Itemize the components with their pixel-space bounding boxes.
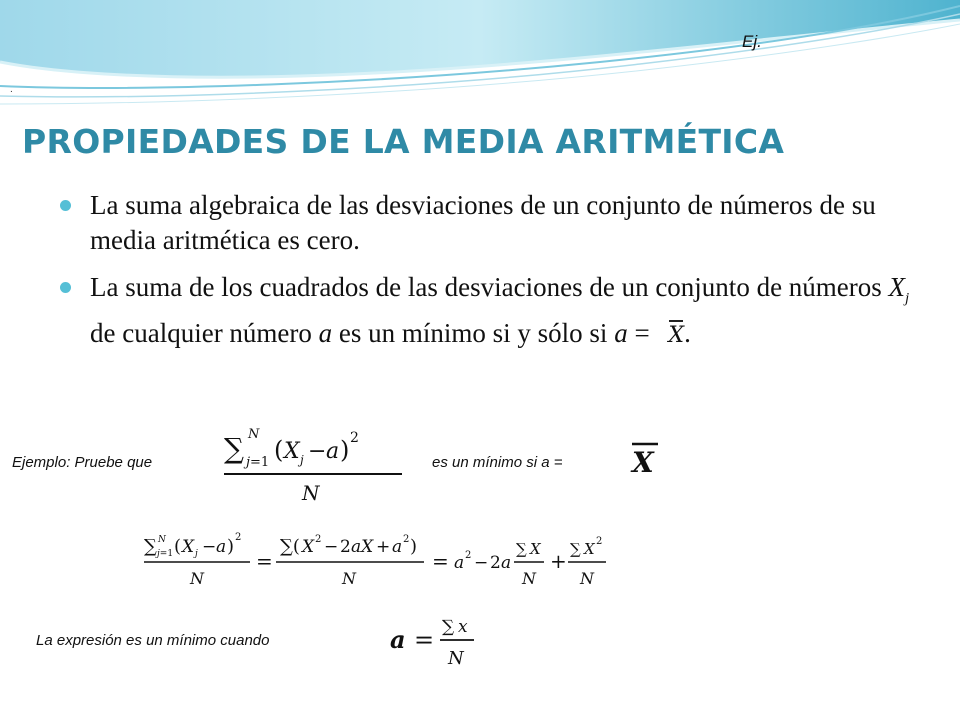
header-wave-decoration — [0, 0, 960, 110]
bullet-list — [60, 188, 910, 365]
svg-text:2: 2 — [596, 536, 603, 547]
bullet-text: = — [627, 318, 657, 349]
svg-text:∑: ∑ — [442, 617, 455, 637]
svg-text:): ) — [340, 436, 350, 464]
svg-text:N: N — [522, 569, 536, 588]
bullet-item — [60, 270, 910, 353]
conclusion-text: La expresión es un mínimo cuando — [36, 632, 270, 649]
math-variable-a: a — [318, 318, 333, 349]
svg-text:a: a — [326, 439, 340, 464]
svg-text:+: + — [550, 549, 567, 573]
svg-text:N: N — [190, 569, 204, 588]
svg-text:∑: ∑ — [144, 536, 157, 557]
svg-text:2: 2 — [315, 534, 322, 545]
svg-text:=: = — [256, 549, 273, 573]
svg-text:2: 2 — [235, 532, 242, 543]
svg-text:a: a — [454, 553, 465, 573]
svg-text:−: − — [202, 537, 217, 557]
svg-text:=: = — [432, 549, 449, 573]
svg-text:aX: aX — [351, 537, 374, 557]
x-bar-icon — [628, 440, 664, 476]
bullet-text: La suma algebraica de las desviaciones de un conjunto de números de su media aritmética es cero. — [90, 190, 876, 255]
svg-text:a: a — [501, 553, 512, 573]
sum-squared-deviations-formula — [222, 424, 412, 510]
svg-text:∑(: ∑( — [280, 536, 300, 557]
svg-text:(: ( — [274, 436, 284, 464]
svg-text:a: a — [390, 625, 406, 654]
bullet-dot-icon — [60, 282, 71, 293]
svg-text:j: j — [300, 453, 304, 467]
svg-text:2: 2 — [350, 430, 359, 446]
bullet-text: La suma de los cuadrados de las desviaciones de un conjunto de números — [90, 272, 889, 302]
svg-text:X: X — [584, 540, 595, 558]
svg-text:∑: ∑ — [224, 432, 244, 465]
example-suffix: es un mínimo si a = — [432, 454, 563, 471]
svg-text:N: N — [342, 569, 356, 588]
svg-text:a: a — [216, 537, 227, 557]
svg-text:X: X — [182, 537, 195, 557]
svg-text:): ) — [410, 536, 418, 557]
tiny-mark: . — [10, 84, 13, 95]
svg-text:2: 2 — [340, 537, 351, 557]
svg-text:j=1: j=1 — [157, 549, 174, 559]
svg-text:N: N — [448, 648, 464, 669]
svg-text:∑: ∑ — [570, 540, 581, 558]
bullet-dot-icon — [60, 200, 71, 211]
expansion-formula — [142, 528, 654, 592]
bullet-item — [60, 188, 910, 258]
svg-text:2: 2 — [465, 550, 472, 561]
svg-text:a: a — [392, 537, 403, 557]
svg-text:=: = — [414, 626, 435, 654]
svg-text:(: ( — [174, 536, 182, 557]
svg-text:N: N — [580, 569, 594, 588]
x-bar-symbol: X — [668, 318, 684, 353]
svg-text:2: 2 — [490, 553, 501, 573]
bullet-text: es un mínimo si y sólo si — [332, 318, 615, 349]
math-subscript-j: j — [905, 290, 910, 307]
svg-text:j=1: j=1 — [246, 455, 270, 470]
svg-text:−: − — [474, 553, 489, 573]
svg-text:X: X — [530, 540, 541, 558]
svg-text:N: N — [248, 427, 260, 442]
svg-text:j: j — [195, 549, 198, 559]
svg-text:X: X — [632, 446, 654, 476]
svg-text:+: + — [376, 537, 391, 557]
svg-text:N: N — [302, 481, 320, 505]
math-variable-a: a — [614, 318, 628, 349]
slide-title: PROPIEDADES DE LA MEDIA ARITMÉTICA — [22, 122, 785, 161]
minimum-condition-formula — [386, 610, 496, 672]
svg-text:X: X — [302, 537, 315, 557]
example-label: Ej. — [742, 32, 762, 51]
bullet-text: de cualquier número — [90, 318, 319, 349]
svg-text:2: 2 — [403, 534, 410, 545]
example-prefix: Ejemplo: Pruebe que — [12, 454, 153, 471]
svg-text:−: − — [308, 439, 327, 464]
svg-text:x: x — [458, 617, 468, 637]
svg-text:∑: ∑ — [516, 540, 527, 558]
math-variable-x: X — [888, 272, 906, 302]
svg-text:N: N — [158, 535, 166, 545]
bullet-text: . — [684, 318, 691, 349]
svg-text:−: − — [324, 537, 339, 557]
svg-text:X: X — [284, 439, 300, 464]
svg-text:): ) — [227, 536, 235, 557]
